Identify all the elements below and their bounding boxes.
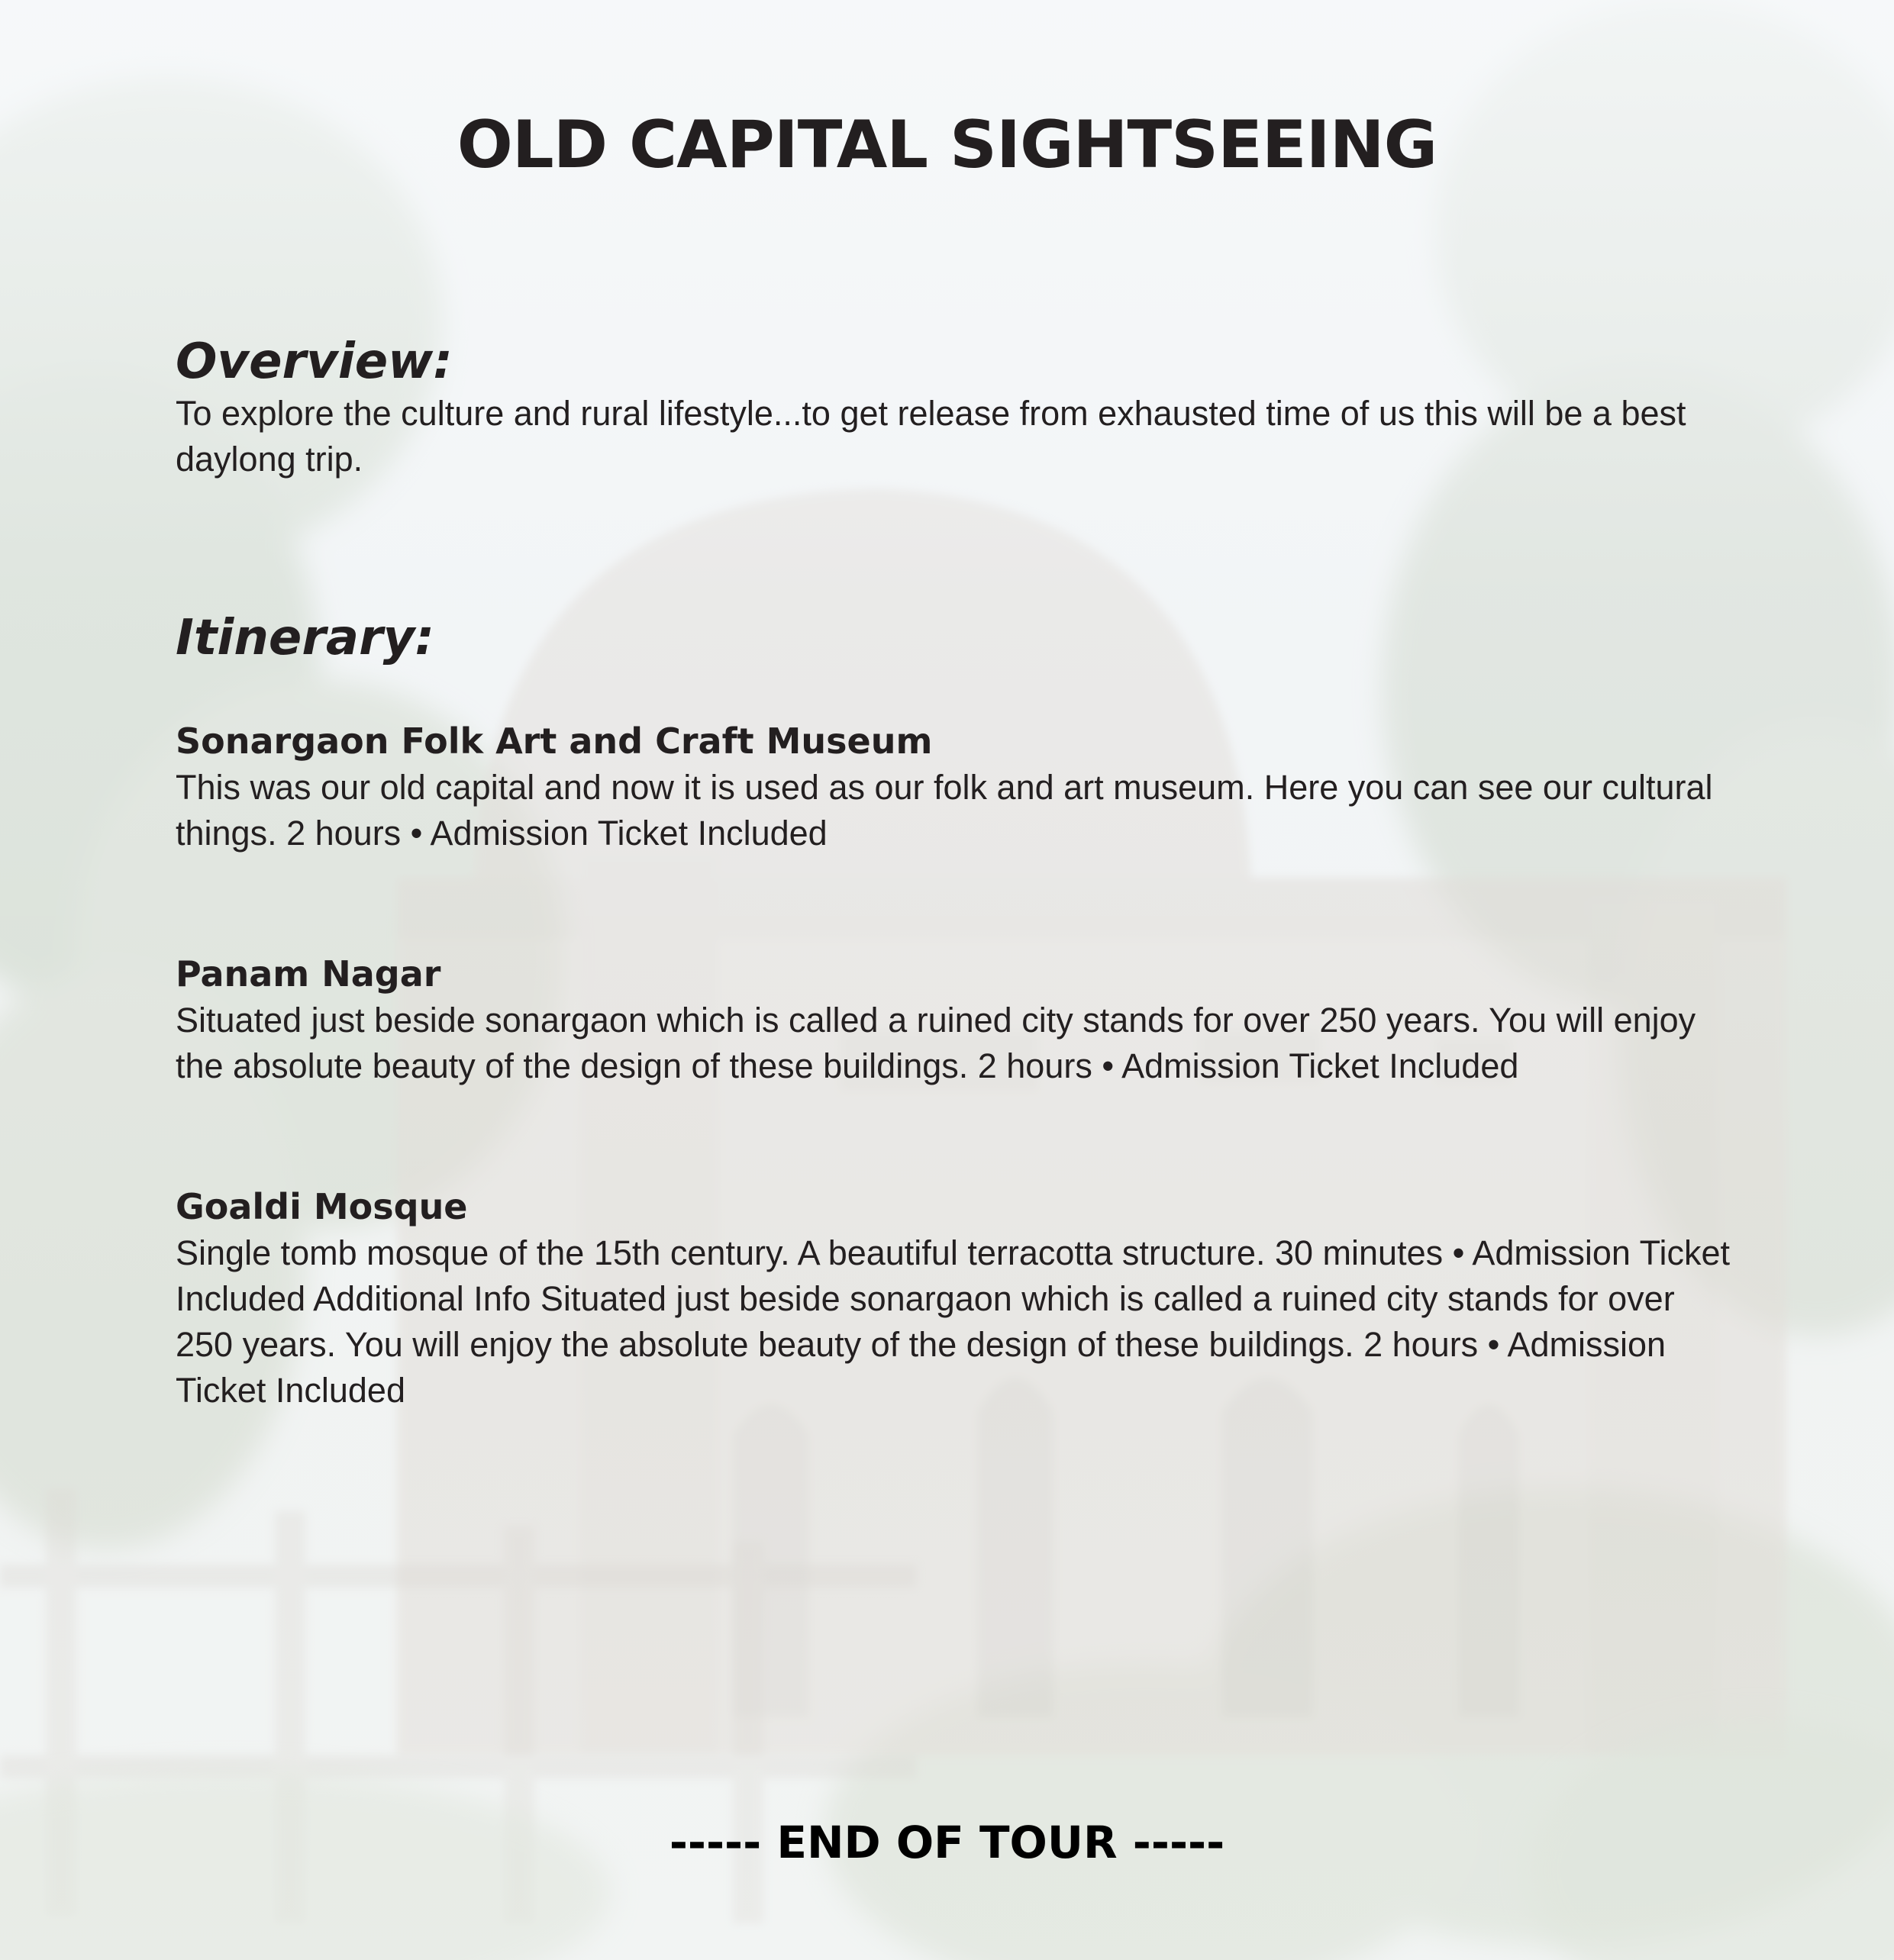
overview-heading: Overview:: [176, 334, 453, 390]
stop-name: Panam Nagar: [176, 953, 441, 995]
stop-name: Goaldi Mosque: [176, 1186, 468, 1227]
end-of-tour-label: ----- END OF TOUR -----: [669, 1817, 1225, 1868]
overview-section: [176, 334, 1741, 482]
page-title: OLD CAPITAL SIGHTSEEING: [457, 107, 1437, 183]
stop-description: Single tomb mosque of the 15th century. A beautiful terracotta structure. 30 minutes • Admission Ticket Included Additional Info Situated just beside sonargaon which is called a ruined city stands for over 250 years. You will enjoy the absolute beauty of the design of these buildings. 2 hours • Admission Ticket Included: [176, 1233, 1730, 1410]
itinerary-section: [176, 611, 1741, 667]
itinerary-stop: [176, 717, 1741, 856]
itinerary-stop: [176, 1183, 1741, 1414]
stop-name: Sonargaon Folk Art and Craft Museum: [176, 720, 933, 762]
stop-description: This was our old capital and now it is used as our folk and art museum. Here you can see our cultural things. 2 hours • Admission Ticket Included: [176, 768, 1713, 853]
stop-description: Situated just beside sonargaon which is called a ruined city stands for over 250 years. You will enjoy the absolute beauty of the design of these buildings. 2 hours • Admission Ticket Included: [176, 1001, 1696, 1085]
itinerary-stop: [176, 950, 1741, 1089]
overview-text: To explore the culture and rural lifestyle...to get release from exhausted time of us this will be a best daylong trip.: [176, 393, 1686, 479]
itinerary-heading: Itinerary:: [176, 610, 434, 666]
